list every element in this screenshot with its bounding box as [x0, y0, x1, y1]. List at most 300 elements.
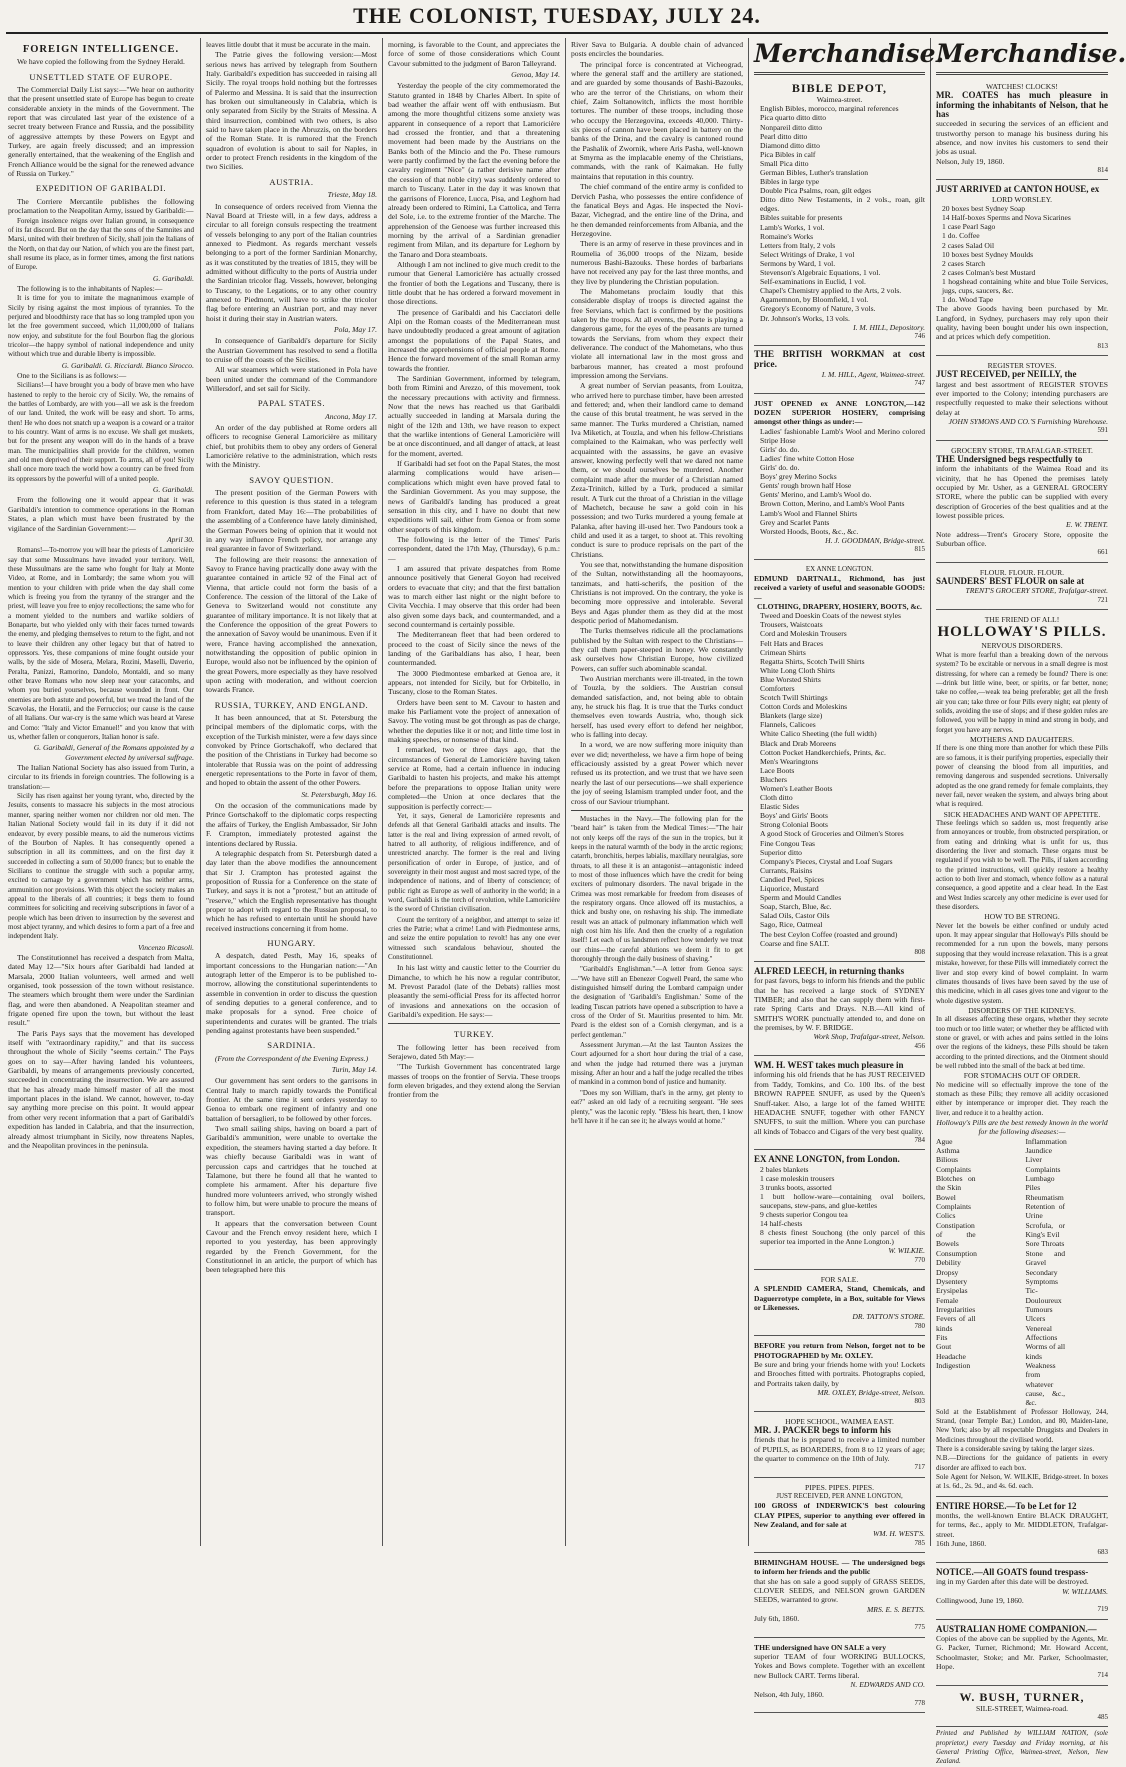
list-item: Constipation of the Bowels	[936, 1220, 976, 1249]
list-item: Lamb's Works, 1 vol.	[760, 222, 825, 232]
ad-pretitle: FOR SALE.	[820, 1275, 859, 1285]
list-item: Sore Throats	[1025, 1239, 1065, 1249]
section-heading: Merchandise.	[936, 39, 1126, 68]
list-item: Retention of Urine	[1025, 1202, 1066, 1221]
ad-text: friends that he is prepared to receive a limited number of PUPILS, as BOARDERS, from 8 to 12 years of age; the quarter to commence on the 10th of July.	[754, 1435, 925, 1463]
ad-text: Never let the bowels be either confined or unduly acted upon. It may appear singular that Holloway's Pills should be recommended for a run upon the bowels, many persons supposing that they would increase relaxation. This is a great mistake, however, for these Pills will immediately correct the liver and stop every kind of bowel complaint. In warm climates thousands of lives have been saved by the use of this medicine, which in all cases gives tone and vigour to the whole digestive system.	[936, 921, 1108, 1005]
ad-text: months, the well-known Entire BLACK DRAUGHT, for terms, &c., apply to Mr. MIDDLETON, Trafalgar-street.	[936, 1511, 1108, 1539]
ad-subhead: MOTHERS AND DAUGHTERS.	[970, 734, 1074, 744]
list-item: Consumption	[936, 1248, 977, 1258]
ad-title: JUST OPENED ex ANNE LONGTON,—142 DOZEN SUPERIOR HOSIERY, comprising amongst other things as under:—	[754, 398, 925, 427]
article-paragraph: There is an army of reserve in these provinces and in Roumelia of 36,000 troops of the Nizam, beside numerous Bashi-Bazouks. These hordes of barbarians have not received any pay for the last three months, and they live by plundering the Christian population.	[571, 239, 743, 286]
ad-number: 591	[1097, 426, 1108, 435]
list-item: Boys' grey Merino Socks	[760, 472, 837, 482]
list-item: Erysipelas	[936, 1286, 968, 1296]
list-item: Stone and Gravel	[1025, 1248, 1066, 1268]
article-paragraph: The Italian National Society has also issued from Turin, a circular to its friends in foreign countries. The following is a translation:—	[8, 763, 194, 791]
ad-subhead: NERVOUS DISORDERS.	[981, 641, 1063, 651]
list-item: White Long Cloth Shirts	[760, 665, 835, 675]
list-item: Crimean Shirts	[760, 647, 806, 657]
article-paragraph: Yesterday the people of the city commemorated the Statuto granted in 1848 by Charles Albert. In spite of bad weather the affair went off with enthusiasm. But among the more thoughtful citizens some anxiety was apparent in consequence of a report that Lamoricière had crossed the frontier, and that a threatening movement had been made by the Austrians on the Banks both of the Mincio and the Po. These rumours were partly confirmed by the fact the evening before the cavalry regiment "Nice" (a rather derisive name after the cession of that noble city) was suddenly ordered to march to Tuscany. Later in the day it was known that the garrisons of Florence, Lucca, Pisa, and Leghorn had already been ordered to Rimini, La Cattolica, and Terra del Sole, i.e. to the extreme frontier of the Marche. The apprehension of the Genoese was further increased this morning by the arrival of a Sardinian grenadier regiment from Milan, and its departure for Leghorn by the Tanaro and Dora steamboats.	[388, 81, 560, 259]
list-item: Girls' do. do.	[760, 463, 800, 473]
advertisement	[936, 1622, 1108, 1686]
list-item: 1 do. Coffee	[942, 231, 980, 241]
list-item: Pica Bibles in calf	[760, 149, 816, 159]
article-paragraph: The Paris Pays says that the movement has developed itself with "extraordinary rapidity," and that its success throughout the whole of Sicily "seems certain." The Pays goes on to say—After having landed his volunteers, Garibaldi, by means of arrangements previously concerted, succeeded in concentrating the insurrection. We are assured that he has already made himself master of all the most important places in the island. We cannot, however, to-day say anything more precise on this point. It would appear from other very recent information that a part of Garibaldi's expedition has landed in Calabria, and that the insurrection, already almost triumphant in Sicily, now threatens Naples, and the Neapolitan provinces in the peninsula.	[8, 1028, 194, 1150]
article-paragraph: In consequence of orders received from Vienna the Naval Board at Trieste will, in a few days, address a circular to all foreign consuls respecting the treatment of vessels belonging to any port of the Italian countries annexed to Piedmont. As regards merchant vessels belonging to a port of the former Sardinian Monarchy, as it was constituted by the treaties of 1815, they will be admitted without difficulty to the ports of Austria under the Sardinian tricolor flag. Vessels, however, belonging to Tuscany, to the Legations, or to any other country annexed to Piedmont, will have to strike the tricolor flag before entering an Austrian port, and may never hoist it during their stay in Austrian waters.	[206, 201, 377, 323]
article-paragraph: Sicilians!—I have brought you a body of brave men who have hastened to reply to the heroic cry of Sicily. We, the remains of the battles of Lombardy, are with you—all we ask is the freedom of our land. United, the work will be easy and short. To arms, then! He who does not snatch up a weapon is a coward or a traitor to his country. Want of arms is no excuse. We shall get muskets, but for the present any weapon will do in the hands of a brave man. The municipalities shall provide for the children, women and old men deprived of their support. To arms, all of you! Sicily shall once more teach the world how a country can be freed from its oppressors by the powerful will of a united people.	[8, 381, 194, 483]
list-item: Tic-Douloureux	[1025, 1286, 1062, 1305]
article-paragraph: The Constitutionnel has received a despatch from Malta, dated May 12—"Six hours after Garibaldi had landed at Marsala, 2000 Italian volunteers, well armed and well organised, took possession of the town without resistance. The steamers which brought them were under the Sardinian flag, and were then abandoned. A Neapolitan steamer and frigate opened fire upon the town, but without the least result."	[8, 952, 194, 1028]
ad-signature: TRENT'S GROCERY STORE, Trafalgar-street.	[965, 586, 1108, 596]
article-paragraph: A despatch, dated Pesth, May 16, speaks of important concessions to the Hungarian nation:—"An autograph letter of the Emperor is to be published to-morrow, allowing the constitutional superintendents to assemble in convention in order to discuss the question of sending deputies to a general conference, and to make proposals for a synod. Free choice of superintendents and curates will be granted. The trials pending against protestants have been suspended."	[206, 951, 377, 1036]
list-item: Debility	[936, 1258, 961, 1268]
signature: Vincenzo Ricasoli.	[138, 942, 194, 952]
column-6	[936, 39, 1126, 1766]
disease-list-right	[1025, 1137, 1108, 1408]
column-rule	[200, 38, 201, 1546]
article-paragraph: From the following one it would appear that it was Garibaldi's intention to commence operations in the Roman States, a plan which must have been frustrated by the vigilance of the Sardinian Government:—	[8, 495, 194, 533]
list-item: 1 hogshead containing white and blue Toile Services, jugs, cups, saucers, &c.	[942, 276, 1108, 295]
ad-number: 775	[914, 1623, 925, 1632]
ad-title: SAUNDERS' BEST FLOUR on sale at	[936, 576, 1085, 587]
ad-signature: N. EDWARDS AND CO.	[850, 1680, 925, 1690]
list-item: Ulcers	[1025, 1314, 1046, 1324]
ad-text: What is more fearful than a breaking down of the nervous system? To be excitable or nervous in a small degree is most distressing, for where can a remedy be found? There is one:—drink but little wine, beer, or spirits, or far better, none; take no coffee,—weak tea being preferable; get all the fresh air you can; take three or four Pills every night; eat plenty of solids, avoiding the use of slops; and if these golden rules are followed, you will be happy in mind and strong in body, and forget you have any nerves.	[936, 650, 1108, 734]
article-paragraph: All war steamers which were stationed in Pola have been united under the command of the Commandore Willersdorf, and set sail for Sicily.	[206, 365, 377, 394]
list-item: Liver Complaints	[1025, 1155, 1061, 1174]
advertisement	[754, 562, 925, 963]
ad-signature: H. J. GOODMAN, Bridge-street.	[825, 535, 925, 545]
ad-title: WM. H. WEST takes much pleasure in	[754, 1060, 904, 1071]
article-paragraph: Orders have been sent to M. Cavour to hasten and make his Parliament vote the project of annexation of Savoy. The voting must be got through as pas de charge, whether the deputies like it or not; and little time lost in making speeches, or nonsense of that kind.	[388, 697, 560, 745]
list-item: Chapel's Chemistry applied to the Arts, 2 vols.	[760, 286, 902, 296]
list-item: Lamb's Wool and Flannel Shirts	[760, 508, 858, 518]
list-item: Lumbago	[1025, 1174, 1055, 1184]
list-item: 1 butt hollow-ware—containing oval boilers, saucepans, stew-pans, and glue-kettles	[760, 1191, 925, 1210]
column-4	[571, 40, 743, 1545]
divider	[388, 1023, 560, 1024]
advertisement	[754, 348, 925, 393]
list-item: Boys' and Girls' Boots	[760, 811, 828, 821]
ad-number: 803	[914, 1397, 925, 1406]
advertisement	[936, 1565, 1108, 1620]
article-heading: AUSTRIA.	[269, 176, 314, 187]
list-item: Venereal Affections	[1025, 1323, 1058, 1342]
list-item: White Calico Sheeting (the full width)	[760, 729, 877, 739]
ad-date: Nelson, 4th July, 1860.	[754, 1689, 824, 1699]
disease-list-left	[936, 1137, 1019, 1408]
list-item: Sago, Rice, Oatmeal	[760, 920, 823, 930]
article-paragraph: In consequence of Garibaldi's departure for Sicily the Austrian Government has resolved to send a flotilla to cruise off the coasts of the Sicilies.	[206, 336, 377, 364]
article-heading: HUNGARY.	[267, 937, 316, 948]
list-item: Cotton Pocket Handkerchiefs, Prints, &c.	[760, 747, 886, 757]
list-item: 14 half-chests	[760, 1219, 803, 1229]
list-item: Salad Oils, Castor Oils	[760, 911, 830, 921]
list-item: Gents' rough brown half Hose	[760, 481, 852, 491]
ad-text: Be sure and bring your friends home with you! Lockets and Brooches fitted with portraits. Photographs copied, and Portraits taken daily, by	[754, 1359, 925, 1388]
article-paragraph: Assessment Juryman.—At the last Taunton Assizes the Court adjourned for a short hour during the trial of a case, and when the judge had returned there was a juryman missing. After an hour and a half the judge recalled the tribes of mankind in a common bond of justice and humanity.	[571, 1041, 743, 1087]
ad-signature: DR. TATTON'S STORE.	[852, 1312, 925, 1322]
article-paragraph: On the occasion of the communications made by Prince Gortschakoff to the diplomatic corps respecting the affairs of Turkey, the English Ambassador, Sir John F. Crampton, immediately protested against the intentions declared by Russia.	[206, 801, 377, 848]
advertisement	[936, 1499, 1108, 1563]
list-item: Inflammation	[1025, 1136, 1067, 1146]
imprint: Printed and Published by WILLIAM NATION, (sole proprietor,) every Tuesday and Friday morning, at his General Printing Office, Waimea-street, Nelson, New Zealand.	[936, 1729, 1108, 1766]
advertisement	[754, 79, 925, 346]
article-paragraph: It appears that the conversation between Count Cavour and the French envoy resident here, which I reported to you yesterday, has been approvingly regarded by the French Government, for the Constitutionnel in an article, the purport of which has been telegraphed here this	[206, 1218, 377, 1275]
ad-number: 780	[914, 1321, 925, 1330]
ad-pretitle: FLOUR. FLOUR. FLOUR.	[979, 567, 1065, 577]
list-item: Felt Hats and Braces	[760, 638, 824, 648]
ad-pretitle: HOPE SCHOOL, WAIMEA EAST.	[785, 1416, 894, 1426]
article-paragraph: The Mahometans proclaim loudly that this considerable display of troops is directed against the free Servians, which fact is confirmed by the positions taken by the troops. At all events, the Porte is playing a dangerous game, for the eyes of the peasants are turned towards the Servians, from whom they expect their deliverance. The conduct of the Mahometans, who thus violate all international law in the most gross and barbarous manner, has created a most profound impression among the Servians.	[571, 286, 743, 381]
list-item: Sermons by Ward, 1 vol.	[760, 258, 836, 268]
article-paragraph: We have copied the following from the Sydney Herald.	[17, 57, 185, 67]
signature: G. Garibaldi.	[152, 273, 194, 283]
list-item: 10 boxes best Sydney Moulds	[942, 249, 1034, 259]
list-item: Bowel Complaints	[936, 1192, 972, 1212]
list-item: Tumours	[1025, 1304, 1053, 1314]
ad-item-list	[754, 427, 925, 536]
masthead-title: THE COLONIST, TUESDAY, JULY 24.	[353, 3, 761, 28]
list-item: Grey and Scarlet Pants	[760, 517, 830, 527]
list-item: Headache	[936, 1351, 966, 1361]
ad-number: 485	[1097, 1712, 1108, 1721]
advertisement	[936, 182, 1108, 355]
ad-title: JUST RECEIVED, per NEILLY, the	[936, 369, 1077, 380]
article-paragraph: It has been announced, that at St. Petersburg the principal members of the diplomatic corps, with the exception of the Turkish minister, were a few days since convoked by Prince Gortschakoff, who declared that the position of the Christians in Turkey had become so intolerable that Russia was on the point of addressing energetic representations to the Porte in favor of them, and hoped to obtain the assent of the other Powers.	[206, 713, 377, 788]
list-item: Blotches on the Skin	[936, 1174, 976, 1193]
ad-number: 717	[914, 1463, 925, 1472]
ad-date: Collingwood, June 19, 1860.	[936, 1595, 1024, 1605]
ad-number: 785	[914, 1538, 925, 1547]
advertisement	[754, 1555, 925, 1638]
list-item: German Bibles, Luther's translation	[760, 168, 869, 177]
article-paragraph: If Garibaldi had set foot on the Papal States, the most alarming complications would have arisen—complications which might even have proved fatal to the Sardinian Government. As you may suppose, the news of Garibaldi's landing has produced a great sensation in this city, and I have no doubt that new expeditions will sail, either from Genoa or from some other seaports of this kingdom.	[388, 459, 560, 534]
list-item: Diamond ditto ditto	[760, 140, 820, 150]
ad-number: 808	[914, 947, 925, 956]
ad-title: MR. J. PACKER begs to inform his	[754, 1424, 891, 1435]
ad-text: No medicine will so effectually improve the tone of the stomach as these Pills; they remove all acidity occasioned either by intemperance or improper diet. They reach the liver, and reduce it to a healthy action.	[936, 1080, 1108, 1117]
list-item: 14 Half-boxes Sperms and Nova Sicarines	[942, 213, 1071, 223]
ad-subhead: DISORDERS OF THE KIDNEYS.	[968, 1005, 1076, 1015]
ad-text: largest and best assortment of REGISTER STOVES ever imported to the Colony; intending purchasers are respectfully requested to make their selections without delay at	[936, 379, 1108, 417]
list-item: Colics	[936, 1211, 956, 1221]
ad-title: BIRMINGHAM HOUSE. — The undersigned begs to inform her friends and the public	[754, 1558, 925, 1577]
article-paragraph: Sicily has risen against her young tyrant, who, directed by the Jesuits, consents to massacre his subjects in the most atrocious manner, sparing neither women nor children nor old men. The Italian National Society would fail in its duty if it did not endeavor, by every possible means, to aid the numerous victims of the Bourbon of Naples. It has consequently opened a subscription in all its committees, and on the first day it succeeded in collecting a sum of 50,000 francs; but to enable the Sicilians to continue the struggle with such a popular army, excited to carnage by a government which has neither arms, ammunition nor provisions. With this object the society makes an appeal to the liberals of all countries; it begs them to found committees for soliciting and receiving subscriptions in favor of a people which has been driven to insurrection by the severest and most abject tyranny, and which desires to form a part of a free and independent Italy.	[8, 792, 194, 941]
list-item: Lace Boots	[760, 765, 795, 775]
ad-text: There is a considerable saving by taking the larger sizes.	[936, 1445, 1095, 1454]
ad-title: NOTICE.—All GOATS found trespass-	[936, 1566, 1089, 1577]
advertisement	[936, 612, 1108, 1497]
column-rule	[565, 38, 566, 1546]
article-paragraph: "The Turkish Government has concentrated large masses of troops on the frontier of Servia. These troops form eleven brigades, and they extend along the Servian frontier from the	[388, 1062, 560, 1100]
article-heading: PAPAL STATES.	[257, 398, 326, 409]
list-item: Trousers, Waistcoats	[760, 620, 823, 630]
list-item: Female Irregularities	[936, 1295, 976, 1314]
list-item: Fine Congou Teas	[760, 838, 816, 848]
ad-title: THE undersigned have ON SALE a very	[754, 1642, 887, 1652]
article-heading: TURKEY.	[453, 1029, 495, 1040]
list-item: 9 chests superior Congou tea	[760, 1210, 848, 1220]
ad-text: Note address—Trent's Grocery Store, opposite the Suburban office.	[936, 529, 1108, 549]
ad-number: 719	[1097, 1605, 1108, 1614]
list-item: Bibles in large type	[760, 177, 820, 187]
signature: G. Garibaldi.	[152, 485, 194, 495]
column-3	[388, 40, 560, 1545]
dateline: Pola, May 17.	[333, 324, 377, 334]
ad-subhead: HOW TO BE STRONG.	[984, 912, 1060, 922]
ad-number: 721	[1097, 595, 1108, 604]
ad-text: Holloway's Pills are the best remedy known in the world for the following diseases:—	[936, 1118, 1108, 1137]
article-paragraph: The following is the letter of the Times' Paris correspondent, dated the 17th May, (Thursday), 6 p.m.:—	[388, 534, 560, 563]
list-item: 8 chests finest Souchong (the only parcel of this superior tea imported in the Anne Longton.)	[760, 1228, 925, 1247]
article-heading: SAVOY QUESTION.	[249, 474, 334, 485]
ad-number: 746	[914, 331, 925, 340]
ad-subtitle: Waimea-street.	[816, 95, 863, 104]
article-paragraph: leaves little doubt that it must be accurate in the main.	[206, 40, 371, 49]
list-item: Pica quarto ditto ditto	[760, 113, 827, 123]
article-heading: UNSETTLED STATE OF EUROPE.	[29, 71, 173, 82]
list-item: Self-examinations in Euclid, 1 vol.	[760, 277, 866, 287]
list-item: Nonpareil ditto ditto	[760, 122, 823, 132]
ad-text: informing his old friends that he has JUST RECEIVED from Taddy, Tomkins, and Co. 100 lbs. of the best BROWN RAPPEE SNUFF, as used by the Queen's Snuff-taker. Also, a large lot of the famed WHITE HEADACHE SNUFF, together with other FANCY SNUFFS, to suit the million. Where you can purchase all kinds of Tobacco and Cigars of the very best quality.	[754, 1070, 925, 1136]
advertisement	[754, 396, 925, 560]
list-item: Letters from Italy, 2 vols	[760, 240, 836, 250]
list-item: Candied Peel, Spices	[760, 874, 824, 884]
list-item: A good Stock of Groceries and Oilmen's Stores	[760, 829, 904, 839]
article-paragraph: In a word, we are now suffering more iniquity than ever we did; nevertheless, we have a firm hope of being efficaciously assisted by a great Power which never refused us its protection, and we trust that we have seen nearly the last of our persecutions—we shall experience the joy of seeing Islamism trampled under foot, and the cross of our Saviour triumphant.	[571, 740, 743, 806]
advertisement	[936, 443, 1108, 563]
dateline: Ancona, May 17.	[325, 411, 377, 421]
article-paragraph: It is time for you to imitate the magnanimous example of Sicily by rising against the most impious of tyrannies. To the perjured and bloodthirsty race that has so long trampled upon you let the free government succeed, which 11,000,000 of Italians now enjoy, and substitute for the foul Bourbon flag the glorious tricolor—the happy symbol of national independence and unity without which true and durable liberty is impossible.	[8, 294, 194, 359]
list-item: Blue Worsted Shirts	[760, 674, 821, 684]
list-item: Bluchers	[760, 774, 787, 784]
ad-number: 784	[914, 1135, 925, 1144]
list-item: 20 boxes best Sydney Soap	[942, 204, 1026, 214]
ad-number: 770	[914, 1255, 925, 1264]
signature: G. Garibaldi, General of the Romans appointed by a Government elected by universal suffrage.	[33, 743, 194, 762]
ad-subtitle: SILE-STREET, Waimea-road.	[975, 1703, 1069, 1713]
list-item: Girls' do. do.	[760, 444, 800, 454]
ad-text: inform the inhabitants of the Waimea Road and its vicinity, that he has Opened the premises lately occupied by Mr. Usher, as a GENERAL GROCERY STORE, where the public can be supplied with every description of Groceries of the best qualities and at the lowest possible prices.	[936, 464, 1108, 521]
ad-subtitle: JUST RECEIVED, PER ANNE LONGTON,	[776, 1491, 903, 1500]
list-item: Rheumatism	[1025, 1192, 1064, 1202]
ad-pretitle: THE FRIEND OF ALL!	[984, 615, 1060, 625]
ad-pretitle: GROCERY STORE, TRAFALGAR-STREET.	[951, 445, 1093, 455]
list-item: Dropsy	[936, 1267, 959, 1277]
list-item: Cotton Cords and Moleskins	[760, 702, 848, 712]
article-paragraph: The 3000 Piedmontese embarked at Genoa are, it appears, not intended for Sicily, but for Orbitello, in Tuscany, close to the Roman States.	[388, 668, 560, 697]
ad-title: A SPLENDID CAMERA, Stand, Chemicals, and Daguerrotype complete, in a Box, suitable for Views or Likenesses.	[754, 1284, 925, 1313]
ad-pretitle: WATCHES! CLOCKS!	[986, 82, 1058, 91]
article-paragraph: An order of the day published at Rome orders all officers to recognise General Lamoricière as military chief, but prohibits them to obey any orders of General Lamoricière relative to the administration, which rests with the Ministry.	[206, 423, 377, 470]
article-paragraph: Two Austrian merchants were ill-treated, in the town of Touzla, by the soldiers. The Austrian consul demanded satisfaction, and, not being able to obtain any, he struck his flag. It is true that the Turks conduct themselves even towards Austria, who, though sick herself, has used every effort to defend her neighbor, who is falling into decay.	[571, 674, 743, 740]
masthead-rule	[6, 32, 1108, 34]
list-item: Secondary Symptoms	[1025, 1267, 1058, 1286]
article-paragraph: You see that, notwithstanding the humane disposition of the Sultan, notwithstanding all the hoomayoons, tanzimats, and hatti-scherifs, the position of the Christians is not improved. On the contrary, the yoke is becoming more oppressive and intolerable. Several Beys and Agas plunder them as they did at the most despotic period of Mahomedanism.	[571, 559, 743, 625]
column-rule	[748, 38, 749, 1546]
article-paragraph: morning, is favorable to the Count, and appreciates the force of some of those considerations which Count Cavour submitted to the judgment of Baron Talleyrand.	[388, 40, 560, 68]
list-item: Piles	[1025, 1183, 1041, 1193]
ad-date: July 6th, 1860.	[754, 1614, 800, 1624]
ad-title: EDMUND DARTNALL, Richmond, has just received a variety of useful and seasonable GOODS:—	[754, 573, 925, 602]
column-2	[206, 40, 377, 1545]
list-item: Sperm and Mould Candles	[760, 893, 842, 903]
divider	[571, 810, 743, 811]
advertisement	[754, 1152, 925, 1270]
article-paragraph: Our government has sent orders to the garrisons in Central Italy to march rapidly towards the Pontifical frontier. At the same time it sent orders yesterday to Genoa to embark one regiment of infantry and one battalion of bersaglieri, to be followed by other forces.	[206, 1076, 377, 1123]
ad-subhead: SICK HEADACHES AND WANT OF APPETITE.	[943, 809, 1101, 819]
dateline: Trieste, May 18.	[327, 190, 377, 200]
list-item: Gents' Merino, and Lamb's Wool do.	[760, 490, 872, 500]
column-rule	[382, 38, 383, 1546]
list-item: Dr. Johnson's Works, 13 vols.	[760, 313, 850, 323]
list-item: Asthma	[936, 1146, 960, 1156]
article-paragraph: Foreign insolence reigns over Italian ground, in consequence of its fat discord. But on the day that the sons of the Samnites and Marsi, united with their brethren of Sicily, shall join the Italians of the North, on that day our Nation, of which you are the finest part, shall resume its place, as in former times, among the first nations of Europe.	[8, 216, 194, 272]
dateline: April 30.	[166, 534, 194, 544]
list-item: Fits	[936, 1332, 948, 1342]
list-item: Regatta Shirts, Scotch Twill Shirts	[760, 656, 865, 666]
ad-text: In all diseases affecting these organs, whether they secrete too much or too little water; or whether they be afflicted with stone or gravel, or with aches and pains settled in the loins over the regions of the kidneys, these Pills should be taken according to the printed directions, and the Ointment should be well rubbed into the small of the back at bed time.	[936, 1015, 1108, 1070]
article-paragraph: A great number of Servian peasants, from Louitza, who arrived here to purchase timber, have been arrested and fettered; and, when their landlord came to demand the cause of this brutal treatment, he was served in the same manner. The Turks murdered a Christian, named Iva Miketich, at Touzla, and when his fellow-Christians complained to the Kaimakan, who was perfectly well acquainted with the assassins, he gave an evasive answer, knowing perfectly well that we dared not name them, or we should ourselves be murdered. Another complaint made after the murder of a Christian named Zeza-Trinitch, killed by a Turk, produced a similar result. A Turk cut the throat of a Christian in the village of Machetch, because he saw a gold coin in his possession; and two Turks murdered a young female at Palanka, after having ill-used her. Two Pandours took a child and used it as a target, to shoot at. This revolting conduct is sure to produce reprisals on the part of the Christians.	[571, 381, 743, 559]
ad-signature: JOHN SYMONS AND CO.'S Furnishing Warehouse.	[948, 416, 1108, 426]
list-item: 1 case moleskin trousers	[760, 1173, 835, 1183]
list-item: Ladies' fine white Cotton Hose	[760, 453, 855, 463]
ad-number: 714	[1097, 1671, 1108, 1680]
list-item: The best Ceylon Coffee (roasted and ground)	[760, 929, 898, 939]
list-item: Flannels, Calicoes	[760, 720, 816, 730]
ad-title: HOLLOWAY'S PILLS.	[937, 624, 1107, 641]
list-item: Select Writings of Drake, 1 vol	[760, 249, 855, 259]
article-paragraph: I am assured that private despatches from Rome announce positively that General Goyon had received orders to evacuate that city; and that the first battalion was to march either last night or the night before to Civita Vecchia. I may observe that this order had been also given some days back, and countermanded, and a second countermand is certainly possible.	[388, 563, 560, 629]
list-item: Gregory's Economy of Nature, 3 vols.	[760, 304, 876, 314]
list-item: Romaine's Works	[760, 231, 814, 241]
article-paragraph: The Corriere Mercantile publishes the following proclamation to the Neapolitan Army, issued by Garibaldi:—	[8, 196, 194, 216]
ad-text: superior TEAM of four WORKING BULLOCKS, Yokes and Bows complete. Together with an excellent new Bullock CART. Terms liberal.	[754, 1652, 925, 1680]
list-item: Scrofula, or King's Evil	[1025, 1220, 1066, 1240]
list-item: Small Pica ditto	[760, 158, 809, 168]
dateline: Genoa, May 14.	[511, 70, 560, 80]
ad-title: THE Undersigned begs respectfully to	[936, 453, 1083, 464]
list-item: Agamemnon, by Bloomfield, 1 vol.	[760, 295, 869, 305]
ad-text: These feelings which so sadden us, most frequently arise from annoyances or trouble, from obstructed perspiration, or from eating and drinking what is unfit for us, thus disordering the liver and stomach. These organs must be regulated if you wish to be well. The Pills, if taken according to the printed instructions, will quickly restore a healthy action to both liver and stomach, whence follow as a natural consequence, a good appetite and a clear head. In the East and West Indies scarcely any other medicine is ever used for these disorders.	[936, 819, 1108, 912]
ad-text: succeeded in securing the services of an efficient and trustworthy person to manage his business during his absence, and now invites his customers to send their jobs as usual.	[936, 119, 1108, 157]
advertisement	[936, 565, 1108, 610]
list-item: Currants, Raisins	[760, 865, 813, 875]
ad-text: Sold at the Establishment of Professor Holloway, 244, Strand, (near Temple Bar,) London, and 80, Maiden-lane, New York; also by all respectable Druggists and Dealers in Medicines throughout the civilised world.	[936, 1407, 1108, 1444]
list-item: 2 cases Colman's best Mustard	[942, 267, 1036, 277]
ad-title: BIBLE DEPOT,	[791, 81, 888, 95]
ad-title: EX ANNE LONGTON, from London.	[754, 1154, 900, 1165]
ad-text: that she has on sale a good supply of GRASS SEEDS, CLOVER SEEDS, and NELSON grown GARDEN SEEDS, warranted to grow.	[754, 1576, 925, 1605]
article-paragraph: In his last witty and caustic letter to the Courrier du Dimanche, to which he his now a regular contributor, M. Prevost Paradol (late of the Debats) rallies most pleasantly the semi-official Press for its affected horror of invasions and annexations on the occasion of Garibaldi's expedition. He says:—	[388, 963, 560, 1020]
article-paragraph: The present position of the German Powers with reference to this question is thus stated in a telegram from Frankfort, dated May 16:—The probabilities of the assembling of a Conference have lately diminished, the German Powers being of opinion that it would not in any way influence French policy, nor arrange any real guarantee in favor of Switzerland.	[206, 488, 377, 554]
list-item: 1 do. Wood Tape	[942, 295, 994, 305]
ad-categories: CLOTHING, DRAPERY, HOSIERY, BOOTS, &c.	[757, 601, 922, 611]
ad-pretitle: EX ANNE LONGTON.	[805, 564, 874, 573]
ad-number: 815	[914, 545, 925, 554]
list-item: Bibles suitable for presents	[760, 213, 843, 223]
list-item: Double Pica Psalms, roan, gilt edges	[760, 186, 872, 196]
list-item: Pearl ditto ditto	[760, 131, 808, 141]
ad-pretitle: PIPES. PIPES. PIPES.	[804, 1482, 874, 1492]
ad-text: N.B.—Directions for the guidance of patients in every disorder are affixed to each box.	[936, 1454, 1108, 1472]
list-item: Dysentery	[936, 1276, 968, 1286]
ad-item-list	[936, 204, 1108, 304]
list-item: Bilious Complaints	[936, 1155, 972, 1174]
ad-date: Nelson, July 19, 1860.	[936, 156, 1005, 166]
ad-signature: Work Shop, Trafalgar-street, Nelson.	[813, 1032, 925, 1042]
ad-number: 683	[1097, 1548, 1108, 1557]
article-paragraph: Mustaches in the Navy.—The following plan for the "beard hair" is taken from the Medical Times:—"The hair not only keeps off the rays of the sun in the tropics, but it keeps in the natural warmth of the body in the arctic regions; catarrh, bronchitis, herpes labialis, maxillary neuralgias, sore throats, to all these it is an antagonist—antagonistic indeed to most of those influences which have the credit for being exciters of pulmonary disorders. The naval brigade in the Crimea was most remarkable for freedom from diseases of the respiratory organs. Once allowed off its mustachios, a thick and bushy one, on reshaving his ship. The immediate result was an attack of pulmonary inflammation which well nigh cost him his life. And then the cruelty of a regulation itself! Let each of us landsmen reflect how tenderly we treat our chins—the careful ablutions we deem it fit to get thoroughly through the daily business of shaving."	[571, 814, 743, 963]
ad-title: ENTIRE HORSE.—To be Let for 12	[936, 1500, 1077, 1511]
ad-number: 456	[914, 1041, 925, 1050]
column-1	[8, 40, 194, 1545]
list-item: Men's Wearingtons	[760, 756, 819, 766]
article-paragraph: One to the Sicilians is as follows:—	[17, 371, 127, 380]
list-item: Women's Leather Boots	[760, 784, 833, 793]
ad-subhead: FOR STOMACHS OUT OF ORDER.	[963, 1071, 1081, 1081]
ad-text: If there is one thing more than another for which these Pills are so famous, it is their purifying properties, especially their power of cleansing the blood from all impurities, and removing dangerous and suspended secretions. Universally adopted as the one grand remedy for female complaints, they never fail, never weaken the system, and always bring about what is required.	[936, 744, 1108, 809]
dateline: St. Petersburgh, May 16.	[301, 789, 377, 799]
list-item: Cord and Moleskin Trousers	[760, 629, 847, 639]
list-item: Weakness from whatever cause, &c., &c.	[1025, 1360, 1066, 1408]
list-item: 2 cases Starch	[942, 258, 986, 268]
ad-number: 814	[1097, 166, 1108, 175]
ad-text: ing in my Garden after this date will be destroyed.	[936, 1577, 1089, 1587]
ad-signature: E. W. TRENT.	[1066, 520, 1108, 530]
article-byline: (From the Correspondent of the Evening Express.)	[214, 1053, 369, 1063]
ad-item-list	[754, 104, 925, 322]
disease-list	[936, 1137, 1108, 1408]
article-paragraph: The Sardinian Government, informed by telegram, both from Rimini and Arezzo, of this movement, took the necessary precautions with activity and firmness. Now that the news has reached us that Garibaldi actually succeeded in landing at Marsala during the night of the 12th and 13th, we have reason to expect that the warlike intentions of General Lamoricière will be at once discontinued, and all danger of attack, at least for the moment, averted.	[388, 374, 560, 458]
divider	[754, 72, 925, 75]
list-item: Comforters	[760, 683, 795, 693]
advertisement	[754, 1480, 925, 1553]
article-paragraph: River Sava to Bulgaria. A double chain of advanced posts encircles the boundaries.	[571, 40, 743, 59]
ad-text: Copies of the above can be supplied by the Agents, Mr. G. Packer, Turner, Richmond; Mr. Howard Accent, Schoolmaster, Stoke; and Mr. Parker, Schoolmaster, Hope.	[936, 1633, 1108, 1671]
ad-title: 100 GROSS of INDERWICK'S best colouring CLAY PIPES, superior to anything ever offered in New Zealand, and for sale at	[754, 1501, 925, 1529]
list-item: Liquorice, Mustard	[760, 884, 819, 894]
article-paragraph: The following letter has been received from Serajewo, dated 5th May:—	[388, 1042, 560, 1062]
ad-signature: W. WILLIAMS.	[1062, 1586, 1108, 1596]
list-item: Worsted Hoods, Boots, &c., &c.	[760, 526, 859, 536]
list-item: Superior ditto	[760, 847, 802, 857]
article-paragraph: The Turks themselves ridicule all the proclamations published by the Sultan with respect to the Christians—they call them paper-steeped in honey. We constantly ask ourselves how Christian Europe, how civilized Powers, can suffer such abominable scandal.	[571, 626, 743, 673]
list-item: Company's Pieces, Crystal and Loaf Sugars	[760, 856, 893, 866]
advertisement	[754, 964, 925, 1056]
list-item: Fevers of all kinds	[936, 1314, 976, 1333]
section-heading: Merchandise.	[754, 39, 945, 68]
article-heading: EXPEDITION OF GARIBALDI.	[35, 183, 167, 194]
ad-title: W. BUSH, TURNER,	[959, 1689, 1085, 1704]
list-item: Ladies' fashionable Lamb's Wool and Merino colored Stripe Hose	[760, 426, 925, 445]
ad-title: ALFRED LEECH, in returning thanks	[754, 966, 905, 977]
list-item: Stevenson's Algebraic Equations, 1 vol.	[760, 268, 881, 278]
list-item: Blankets (large size)	[760, 711, 823, 721]
list-item: Ditto ditto New Testaments, in 2 vols., roan, gilt edges.	[760, 195, 925, 214]
article-paragraph: Although I am not inclined to give much credit to the rumour that General Lamoricière has actually crossed the frontier of both the Legations and Tuscany, there is little doubt that he has ordered a forward movement in those directions.	[388, 259, 560, 307]
ad-text: Sole Agent for Nelson, W. WILKIE, Bridge-street. In boxes at 1s. 6d., 2s. 9d., and 4s. 6d. each.	[936, 1473, 1108, 1491]
ad-number: 747	[914, 379, 925, 388]
article-heading: RUSSIA, TURKEY, AND ENGLAND.	[214, 699, 369, 710]
ad-signature: MR. OXLEY, Bridge-street, Nelson.	[817, 1387, 925, 1397]
ad-title: THE BRITISH WORKMAN at cost price.	[754, 350, 925, 370]
article-paragraph: Romans!—To-morrow you will hear the priests of Lamoricière say that some Mussulmans have invaded your territory. Well, these Mussulmans are the same who fought for Italy at Monte Video, at Rome, and in Lombardy; the same whom you will mention to your children with pride when the day shall come which is freeing you from the tyranny of the stranger and the priest, will leave you free to enjoy recollections; the same who for a moment yielded to the numbers and warlike soldiers of Bonaparte, but who yielded only with their faces turned towards the enemy, and pledging themselves to return to the fight, and not to leave their children any other legacy but that of hatred to oppressors. Yes, these companions of mine fought outside your walls, by the side of Mosera, Melara, Rozini, Maselli, Daverio, Peralta, Panizzi, Ramorino, Dandolo, Montaldi, and so many other brave Romans who now sleep near your catacombs, and whom you buried yourselves, because wounded in front. Our enemies are both astute and powerful, but we tread the land of the Scævolas, the Horatii, and the Ferruccios; our cause is the cause of all Italians. Our war-cry is the same which was heard at Varese and Como: "Italy and Victor Emanuel!" and you know that with us, whether fallen or conquerors, Italian honor is safe.	[8, 546, 194, 742]
ad-title: AUSTRALIAN HOME COMPANION.—	[936, 1623, 1097, 1634]
ad-date: 16th June, 1860.	[936, 1539, 987, 1549]
